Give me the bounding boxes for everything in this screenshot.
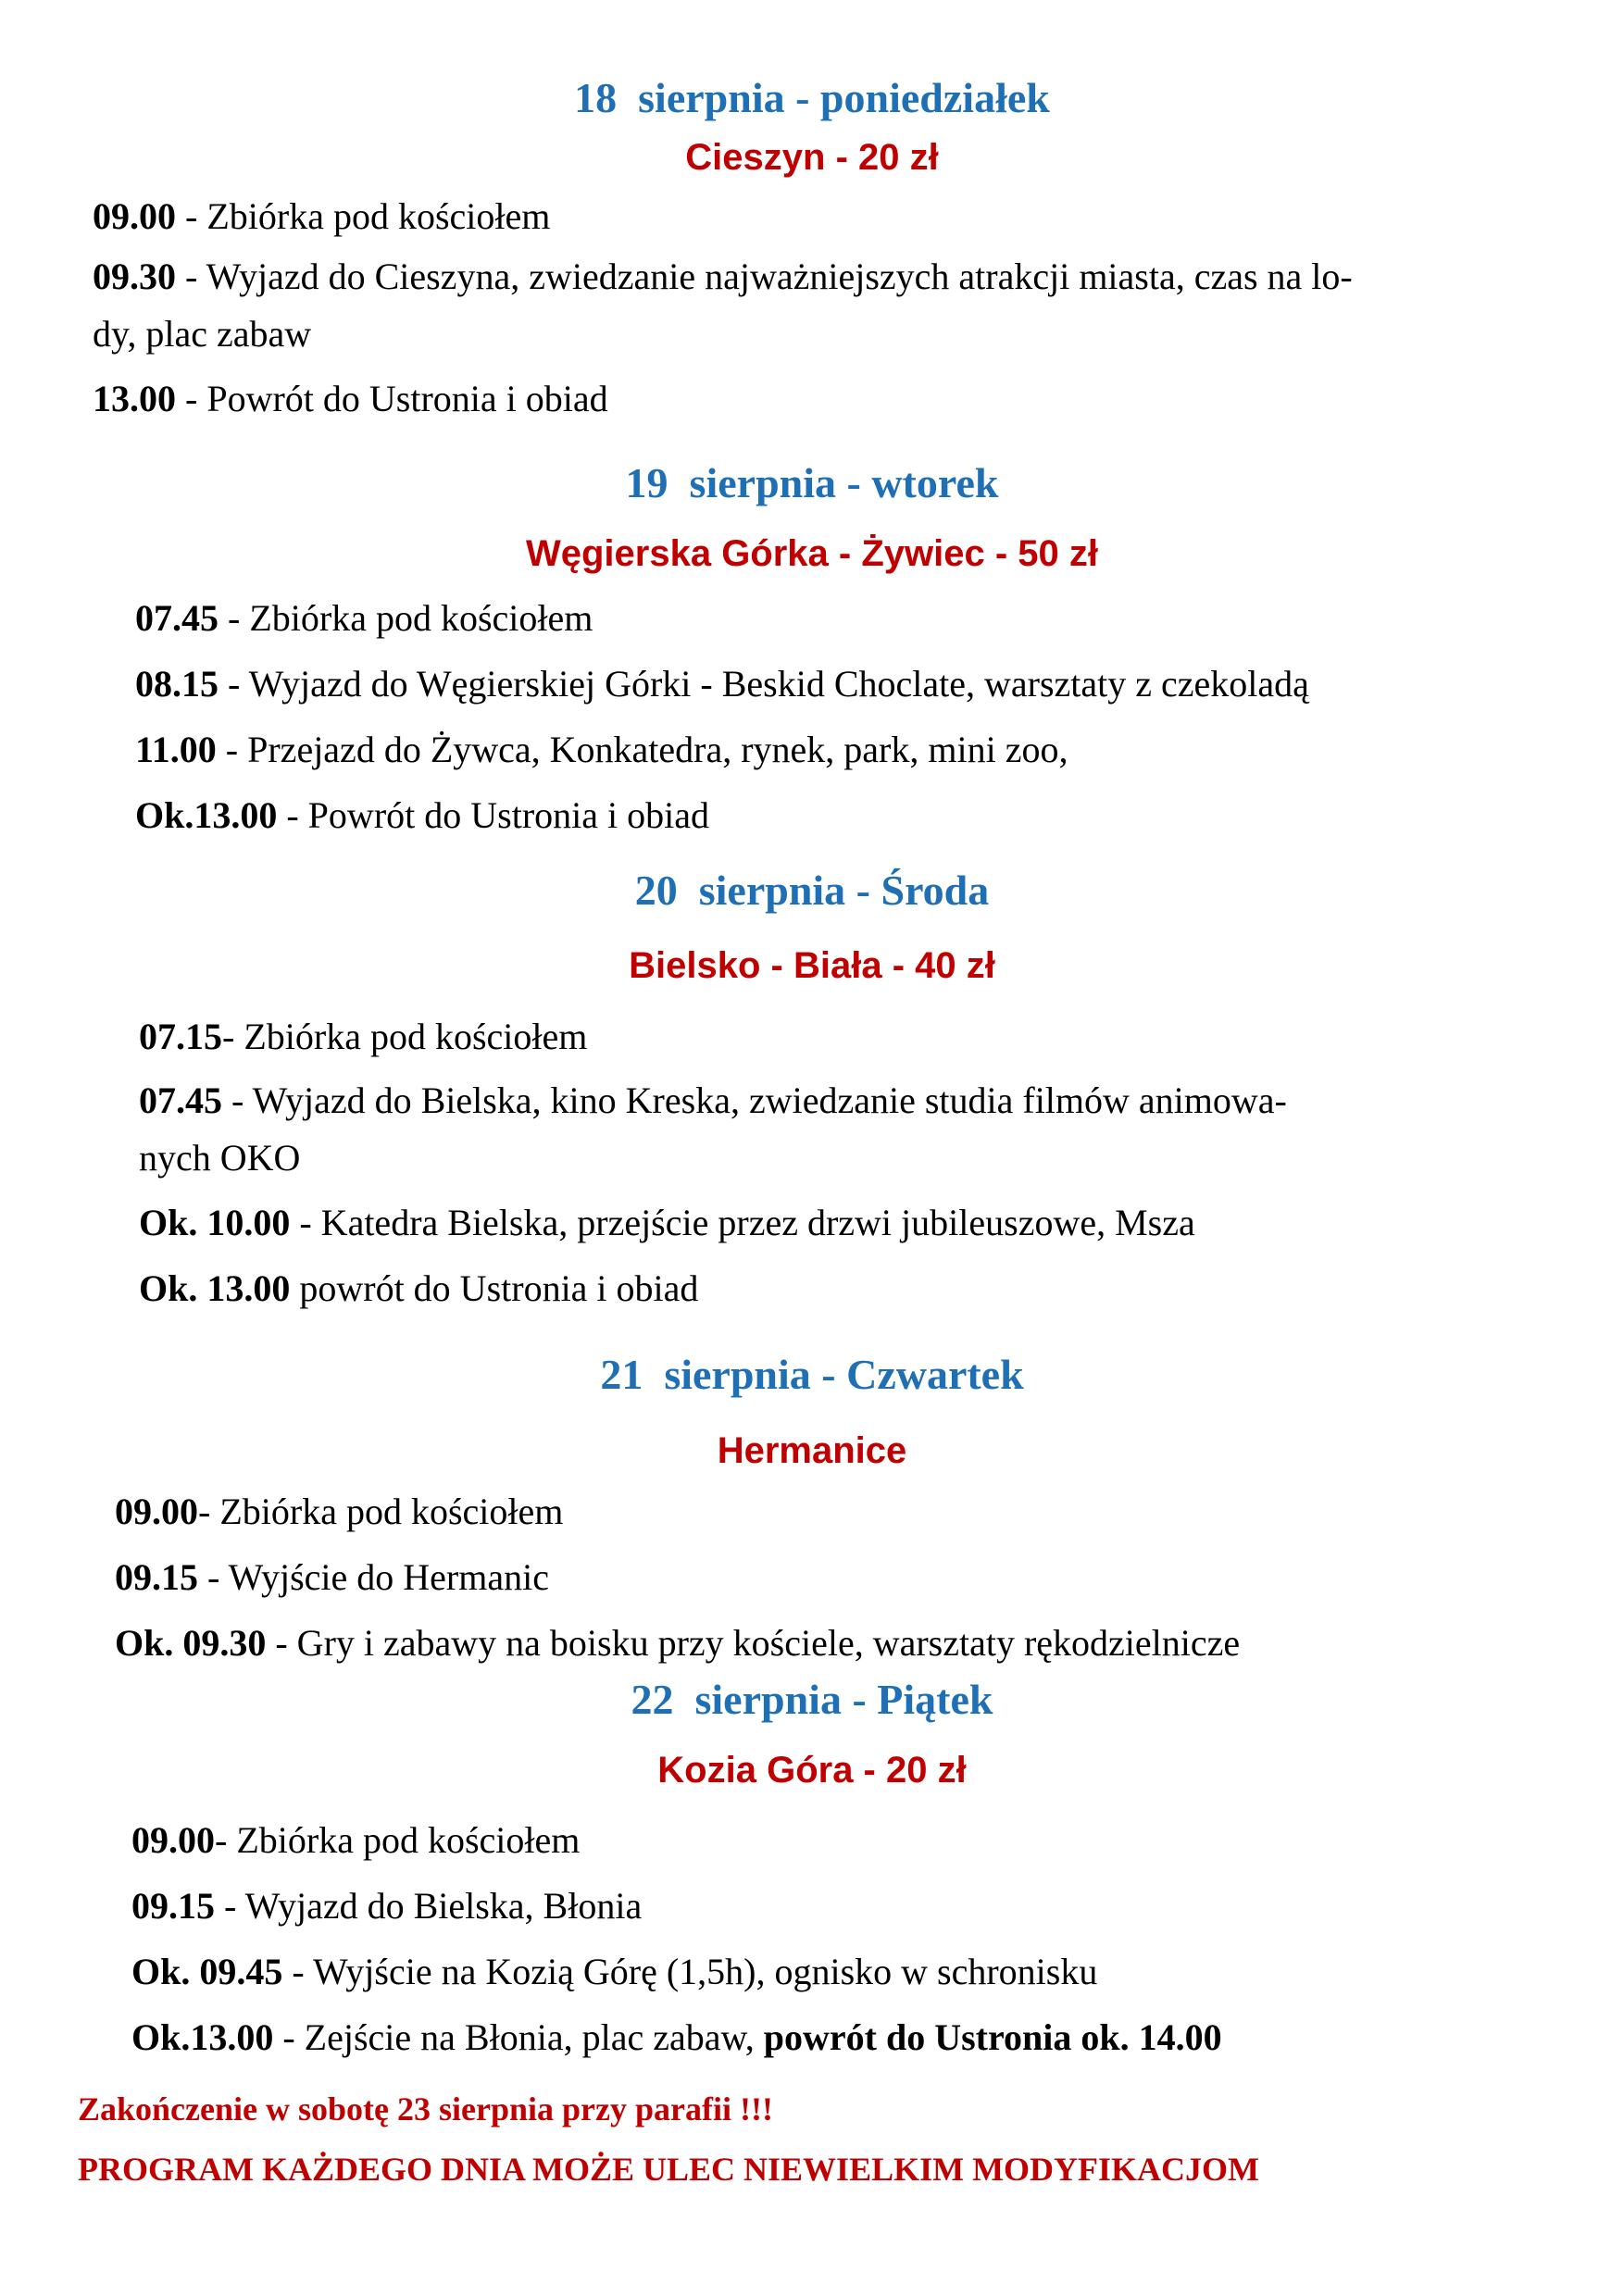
schedule-item-continuation	[93, 306, 311, 363]
item-text: - Powrót do Ustronia i obiad	[176, 378, 608, 419]
item-text: dy, plac zabaw	[93, 313, 312, 355]
day-heading-22: 22 sierpnia - Piątek	[631, 1676, 993, 1723]
day-heading-21: 21 sierpnia - Czwartek	[600, 1351, 1024, 1398]
item-text: - Zbiórka pod kościołem	[219, 597, 593, 639]
item-time: Ok. 10.00	[139, 1202, 291, 1243]
trip-heading-kozia-gora: Kozia Góra - 20 zł	[657, 1750, 967, 1791]
item-text: powrót do Ustronia i obiad	[290, 1267, 699, 1309]
schedule-item	[131, 1878, 642, 1935]
item-text: - Wyjazd do Bielska, Błonia	[215, 1885, 643, 1927]
item-text: - Wyjście do Hermanic	[198, 1556, 549, 1598]
item-time: 09.00	[131, 1819, 215, 1861]
schedule-item	[139, 1072, 1287, 1129]
schedule-item	[115, 1615, 1240, 1672]
schedule-item-continuation	[139, 1129, 300, 1187]
schedule-item	[115, 1549, 549, 1606]
schedule-item	[93, 370, 608, 428]
schedule-item	[131, 2009, 1222, 2066]
trip-heading-hermanice: Hermanice	[717, 1430, 907, 1471]
item-time: 09.15	[115, 1556, 198, 1598]
item-time: 07.15	[139, 1016, 222, 1057]
item-time: Ok. 09.45	[131, 1951, 283, 1992]
item-text: - Wyjazd do Węgierskiej Górki - Beskid Choclate, warsztaty z czekoladą	[219, 663, 1309, 705]
program-change-note: PROGRAM KAŻDEGO DNIA MOŻE ULEC NIEWIELKIM MODYFIKACJOM	[78, 2151, 1260, 2188]
trip-heading-cieszyn: Cieszyn - 20 zł	[685, 137, 939, 178]
day-heading-19: 19 sierpnia - wtorek	[625, 459, 999, 506]
schedule-item	[131, 1943, 1097, 2001]
item-text: - Gry i zabawy na boisku przy kościele, warsztaty rękodzielnicze	[266, 1622, 1241, 1664]
item-text: - Katedra Bielska, przejście przez drzwi jubileuszowe, Msza	[290, 1202, 1195, 1243]
item-time: Ok.13.00	[131, 2016, 274, 2058]
item-time: Ok. 09.30	[115, 1622, 267, 1664]
item-time: 08.15	[135, 663, 219, 705]
item-time: 07.45	[135, 597, 219, 639]
item-text: nych OKO	[139, 1137, 301, 1179]
schedule-item	[139, 1194, 1195, 1252]
item-text: - Wyjazd do Bielska, kino Kreska, zwiedzanie studia filmów animowa-	[222, 1079, 1287, 1121]
schedule-item	[93, 248, 1353, 306]
item-time: 09.15	[131, 1885, 215, 1927]
item-time: Ok.13.00	[135, 794, 278, 836]
item-text: - Wyjście na Kozią Górę (1,5h), ognisko w schronisku	[282, 1951, 1098, 1992]
schedule-item	[139, 1008, 587, 1066]
schedule-item	[115, 1483, 563, 1541]
item-time: 13.00	[93, 378, 176, 419]
schedule-item	[93, 188, 550, 245]
closing-note: Zakończenie w sobotę 23 sierpnia przy parafii !!!	[78, 2090, 773, 2128]
schedule-item	[131, 1812, 580, 1869]
trip-heading-wegierska-gorka: Węgierska Górka - Żywiec - 50 zł	[525, 533, 1099, 574]
item-text: - Zbiórka pod kościołem	[222, 1016, 588, 1057]
item-time: 09.00	[93, 195, 176, 237]
item-time: 11.00	[135, 729, 217, 770]
item-text: - Zbiórka pod kościołem	[176, 195, 551, 237]
item-text: - Zbiórka pod kościołem	[198, 1491, 564, 1532]
item-text: - Zejście na Błonia, plac zabaw,	[273, 2016, 764, 2058]
item-text: - Przejazd do Żywca, Konkatedra, rynek, park, mini zoo,	[216, 729, 1068, 770]
item-text: - Powrót do Ustronia i obiad	[277, 794, 709, 836]
trip-heading-bielsko-biala: Bielsko - Biała - 40 zł	[629, 945, 995, 986]
item-text: - Wyjazd do Cieszyna, zwiedzanie najważniejszych atrakcji miasta, czas na lo-	[176, 256, 1353, 297]
item-time: 09.30	[93, 256, 176, 297]
schedule-item	[135, 655, 1309, 713]
schedule-item	[135, 721, 1068, 779]
schedule-item	[135, 787, 709, 844]
day-heading-20: 20 sierpnia - Środa	[634, 867, 990, 914]
item-text-bold: powrót do Ustronia ok. 14.00	[763, 2016, 1222, 2058]
item-time: 07.45	[139, 1079, 222, 1121]
schedule-item	[135, 590, 593, 647]
day-heading-18: 18 sierpnia - poniedziałek	[574, 74, 1050, 121]
item-time: 09.00	[115, 1491, 198, 1532]
item-time: Ok. 13.00	[139, 1267, 291, 1309]
item-text: - Zbiórka pod kościołem	[215, 1819, 581, 1861]
schedule-item	[139, 1260, 698, 1317]
